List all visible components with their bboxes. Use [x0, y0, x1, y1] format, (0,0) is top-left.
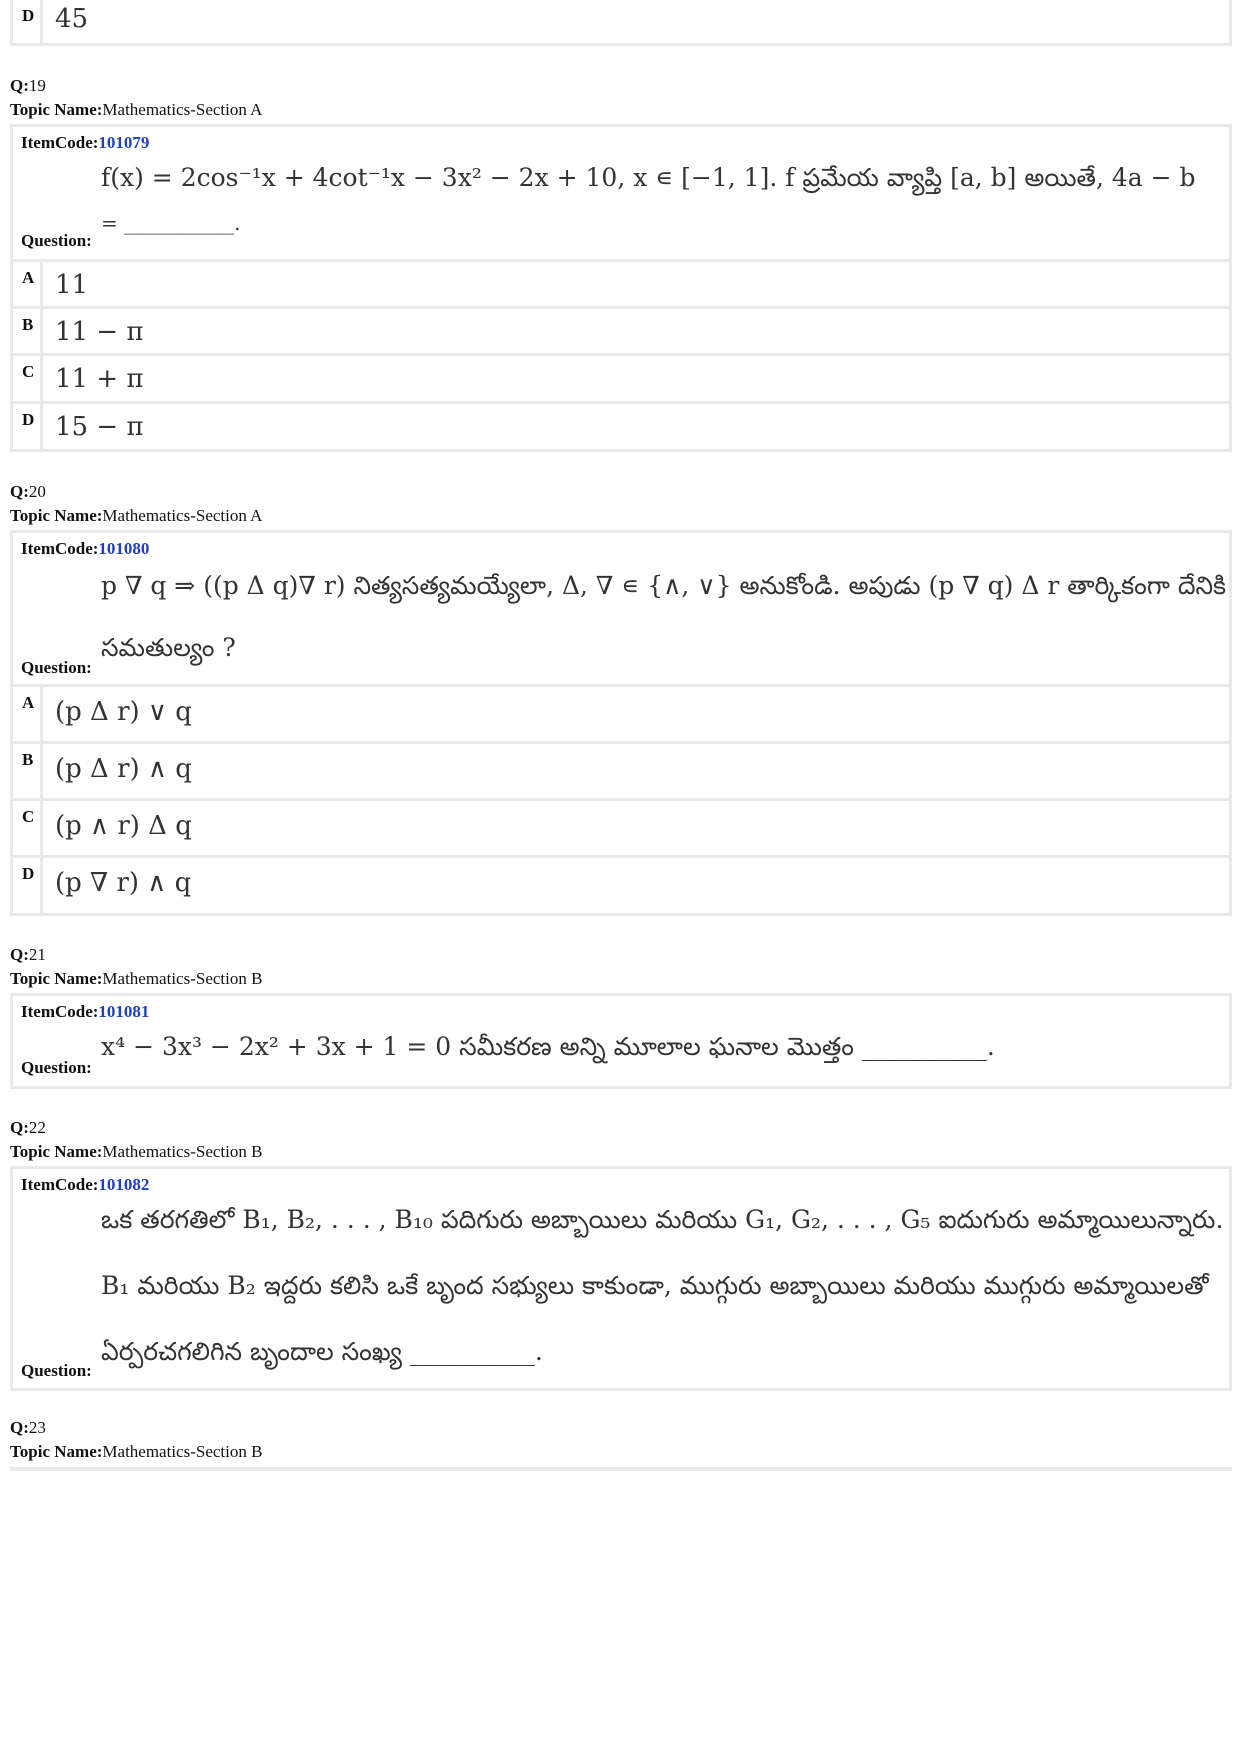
- option-d[interactable]: [10, 404, 1232, 452]
- option-b[interactable]: [10, 744, 1232, 801]
- topic-name: Topic Name:Mathematics-Section B: [10, 1142, 263, 1161]
- topic-name: Topic Name:Mathematics-Section A: [10, 506, 263, 525]
- question-label: Question:: [21, 658, 92, 677]
- option-value: (p Δ r) ∧ q: [55, 754, 192, 784]
- question-text-line: = ___________.: [101, 211, 241, 235]
- question-number: Q:21: [10, 945, 46, 964]
- question-number: Q:22: [10, 1118, 46, 1137]
- option-value: 11: [55, 270, 89, 300]
- option-key: D: [13, 0, 43, 43]
- option-a[interactable]: [10, 687, 1232, 744]
- question-box: [10, 530, 1232, 687]
- item-code: ItemCode:101082: [21, 1175, 150, 1194]
- option-value: (p ∇ r) ∧ q: [55, 868, 192, 898]
- option-value: (p ∧ r) Δ q: [55, 811, 192, 841]
- question-box-start: [10, 1467, 1232, 1471]
- option-b[interactable]: [10, 309, 1232, 356]
- question-box: [10, 993, 1232, 1089]
- question-text-line: x⁴ − 3x³ − 2x² + 3x + 1 = 0 సమీకరణ అన్ని మూలాల ఘనాల మొత్తం __________.: [101, 1032, 995, 1061]
- topic-name: Topic Name:Mathematics-Section A: [10, 100, 263, 119]
- option-value: 45: [55, 4, 89, 34]
- option-key: A: [13, 262, 43, 306]
- question-label: Question:: [21, 1058, 92, 1077]
- question-text-line: సమతుల్యం ?: [101, 633, 236, 662]
- option-a[interactable]: [10, 262, 1232, 309]
- prev-option-d: [10, 0, 1232, 46]
- option-key: B: [13, 744, 43, 798]
- option-key: C: [13, 801, 43, 855]
- option-c[interactable]: [10, 356, 1232, 404]
- topic-name: Topic Name:Mathematics-Section B: [10, 969, 263, 988]
- option-value: 11 − π: [55, 317, 144, 347]
- option-key: D: [13, 404, 43, 449]
- question-text-line: p ∇ q ⇒ ((p Δ q)∇ r) నిత్యసత్యమయ్యేలా, Δ, ∇ ∊ {∧, ∨} అనుకోండి. అపుడు (p ∇ q) Δ r తార్కికంగా దేనికి: [101, 571, 1227, 600]
- option-d[interactable]: [10, 858, 1232, 916]
- question-number: Q:23: [10, 1418, 46, 1437]
- option-key: A: [13, 687, 43, 741]
- option-value: 15 − π: [55, 412, 144, 442]
- topic-name: Topic Name:Mathematics-Section B: [10, 1442, 263, 1461]
- question-box: [10, 1166, 1232, 1391]
- question-text-line: B₁ మరియు B₂ ఇద్దరు కలిసి ఒకే బృంద సభ్యులు కాకుండా, ముగ్గురు అబ్బాయిలు మరియు ముగ్గురు అమ్మాయిలతో: [101, 1271, 1209, 1300]
- question-text-line: f(x) = 2cos⁻¹x + 4cot⁻¹x − 3x² − 2x + 10, x ∊ [−1, 1]. f ప్రమేయ వ్యాప్తి [a, b] అయితే, 4a − b: [101, 163, 1196, 192]
- item-code: ItemCode:101080: [21, 539, 150, 558]
- item-code: ItemCode:101081: [21, 1002, 150, 1021]
- option-key: D: [13, 858, 43, 913]
- option-value: (p Δ r) ∨ q: [55, 697, 192, 727]
- question-label: Question:: [21, 1361, 92, 1380]
- option-key: B: [13, 309, 43, 353]
- question-label: Question:: [21, 231, 92, 250]
- question-box: [10, 124, 1232, 262]
- option-c[interactable]: [10, 801, 1232, 858]
- option-value: 11 + π: [55, 364, 144, 394]
- question-number: Q:19: [10, 76, 46, 95]
- question-text-line: ఒక తరగతిలో B₁, B₂, . . . , B₁₀ పదిగురు అబ్బాయిలు మరియు G₁, G₂, . . . , G₅ ఐదుగురు అమ్మాయిలున్నారు.: [101, 1205, 1224, 1234]
- question-text-line: ఏర్పరచగలిగిన బృందాల సంఖ్య __________.: [101, 1337, 543, 1366]
- option-key: C: [13, 356, 43, 401]
- question-number: Q:20: [10, 482, 46, 501]
- item-code: ItemCode:101079: [21, 133, 150, 152]
